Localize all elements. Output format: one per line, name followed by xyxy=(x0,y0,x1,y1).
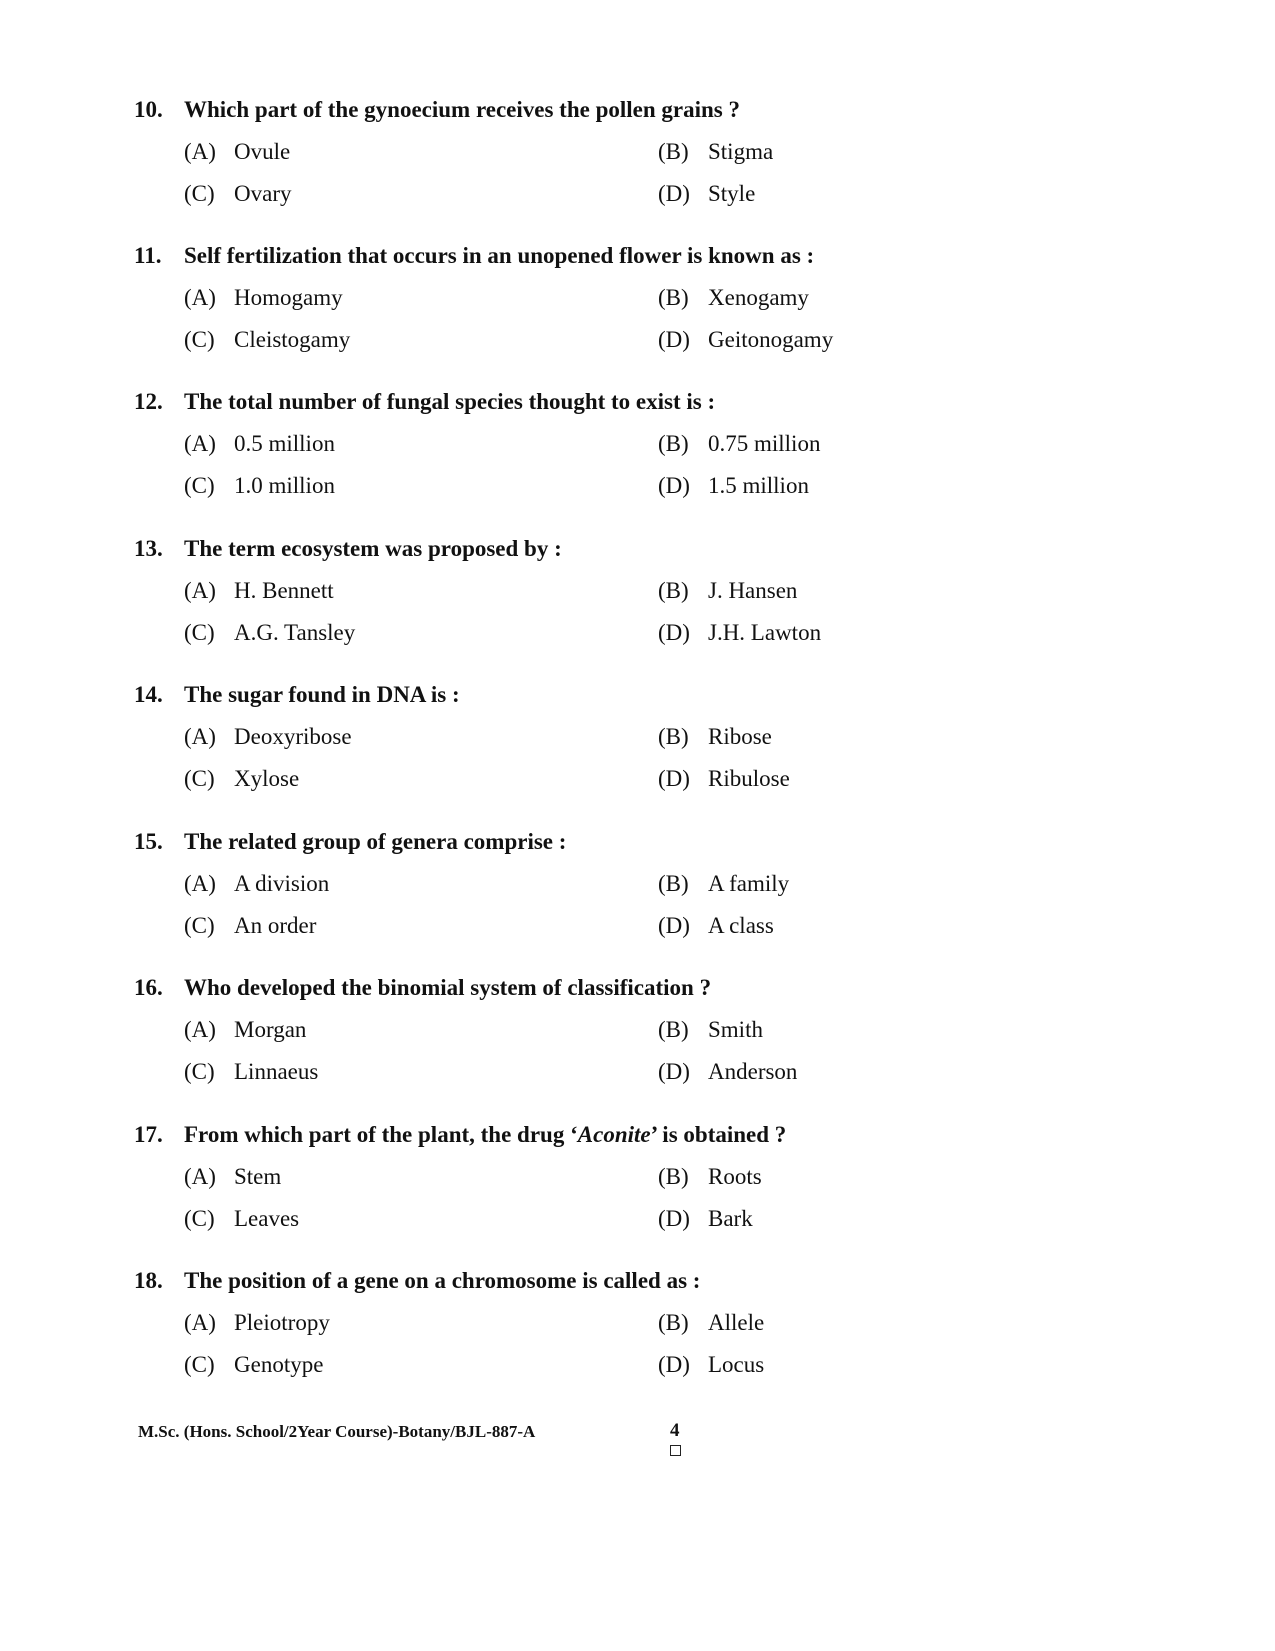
question-number: 11. xyxy=(134,243,162,268)
option-letter: (C) xyxy=(184,766,215,791)
option-c xyxy=(184,1206,299,1232)
option-text: Leaves xyxy=(234,1206,300,1231)
option-c xyxy=(184,1059,318,1085)
question-number: 14. xyxy=(134,682,163,707)
option-text: A.G. Tansley xyxy=(234,620,356,645)
question-text: The related group of genera comprise : xyxy=(184,829,567,854)
option-a xyxy=(184,1164,281,1190)
option-letter: (D) xyxy=(658,327,690,352)
option-text: Allele xyxy=(708,1310,765,1335)
option-text: Ribose xyxy=(708,724,772,749)
option-letter: (C) xyxy=(184,620,215,645)
question-text-start: From which part of the plant, the drug ‘ xyxy=(184,1122,578,1147)
option-text: A division xyxy=(234,871,330,896)
option-a xyxy=(184,871,329,897)
option-b xyxy=(658,1310,764,1336)
option-letter: (A) xyxy=(184,578,216,603)
option-d xyxy=(658,327,833,353)
question-stem xyxy=(134,975,711,1001)
question-stem xyxy=(134,682,460,708)
option-a xyxy=(184,1310,330,1336)
question-text: Self fertilization that occurs in an unopened flower is known as : xyxy=(184,243,815,268)
option-c xyxy=(184,327,350,353)
option-d xyxy=(658,1206,753,1232)
option-letter: (C) xyxy=(184,473,215,498)
option-text: 1.5 million xyxy=(708,473,809,498)
option-text: An order xyxy=(234,913,317,938)
option-text: J. Hansen xyxy=(708,578,798,603)
option-text: Ovule xyxy=(234,139,291,164)
option-text: H. Bennett xyxy=(234,578,334,603)
question-text: The position of a gene on a chromosome is called as : xyxy=(184,1268,701,1293)
option-c xyxy=(184,766,299,792)
option-text: Deoxyribose xyxy=(234,724,352,749)
option-a xyxy=(184,431,335,457)
option-b xyxy=(658,871,789,897)
option-d xyxy=(658,1059,797,1085)
option-text: Locus xyxy=(708,1352,765,1377)
option-letter: (B) xyxy=(658,1310,689,1335)
question-number: 17. xyxy=(134,1122,163,1147)
option-b xyxy=(658,285,809,311)
option-letter: (D) xyxy=(658,473,690,498)
option-c xyxy=(184,620,355,646)
option-letter: (C) xyxy=(184,1059,215,1084)
option-letter: (A) xyxy=(184,285,216,310)
option-letter: (A) xyxy=(184,1164,216,1189)
question-text-end: ’ is obtained ? xyxy=(650,1122,787,1147)
option-letter: (A) xyxy=(184,871,216,896)
option-letter: (A) xyxy=(184,139,216,164)
drug-name-italic: Aconite xyxy=(577,1122,651,1147)
question-number: 16. xyxy=(134,975,163,1000)
option-d xyxy=(658,766,790,792)
question-stem xyxy=(134,1268,700,1294)
option-letter: (D) xyxy=(658,913,690,938)
option-letter: (A) xyxy=(184,724,216,749)
option-text: 0.5 million xyxy=(234,431,335,456)
option-a xyxy=(184,285,343,311)
question-number: 15. xyxy=(134,829,163,854)
question-text: The sugar found in DNA is : xyxy=(184,682,460,707)
option-text: Ribulose xyxy=(708,766,790,791)
option-text: Homogamy xyxy=(234,285,343,310)
option-letter: (B) xyxy=(658,1017,689,1042)
option-letter: (C) xyxy=(184,1352,215,1377)
option-letter: (B) xyxy=(658,1164,689,1189)
option-letter: (B) xyxy=(658,578,689,603)
option-b xyxy=(658,1017,763,1043)
option-text: Geitonogamy xyxy=(708,327,834,352)
question-text: Who developed the binomial system of classification ? xyxy=(184,975,712,1000)
option-letter: (A) xyxy=(184,1017,216,1042)
option-text: J.H. Lawton xyxy=(708,620,822,645)
option-text: Cleistogamy xyxy=(234,327,351,352)
option-letter: (D) xyxy=(658,1352,690,1377)
option-b xyxy=(658,724,772,750)
option-letter: (C) xyxy=(184,327,215,352)
option-a xyxy=(184,139,290,165)
option-text: A family xyxy=(708,871,790,896)
question-stem xyxy=(134,536,562,562)
square-box-icon xyxy=(670,1445,681,1456)
option-text: Smith xyxy=(708,1017,763,1042)
option-text: Style xyxy=(708,181,756,206)
option-a xyxy=(184,724,352,750)
option-c xyxy=(184,1352,323,1378)
option-text: Bark xyxy=(708,1206,753,1231)
option-text: Pleiotropy xyxy=(234,1310,330,1335)
option-text: Xylose xyxy=(234,766,300,791)
option-d xyxy=(658,473,809,499)
option-letter: (B) xyxy=(658,431,689,456)
option-c xyxy=(184,181,291,207)
option-text: 0.75 million xyxy=(708,431,821,456)
option-letter: (B) xyxy=(658,285,689,310)
option-letter: (D) xyxy=(658,181,690,206)
question-number: 18. xyxy=(134,1268,163,1293)
question-number: 12. xyxy=(134,389,163,414)
question-stem xyxy=(134,389,715,415)
option-text: A class xyxy=(708,913,774,938)
option-text: Morgan xyxy=(234,1017,307,1042)
question-text: Which part of the gynoecium receives the pollen grains ? xyxy=(184,97,740,122)
option-letter: (C) xyxy=(184,913,215,938)
option-d xyxy=(658,1352,764,1378)
option-a xyxy=(184,1017,306,1043)
question-stem xyxy=(134,243,814,269)
option-letter: (D) xyxy=(658,1206,690,1231)
option-b xyxy=(658,578,797,604)
option-text: Genotype xyxy=(234,1352,324,1377)
option-text: Roots xyxy=(708,1164,762,1189)
option-letter: (C) xyxy=(184,181,215,206)
option-letter: (D) xyxy=(658,620,690,645)
question-number: 10. xyxy=(134,97,163,122)
option-d xyxy=(658,181,755,207)
question-text: The total number of fungal species thought to exist is : xyxy=(184,389,716,414)
option-letter: (D) xyxy=(658,1059,690,1084)
option-a xyxy=(184,578,334,604)
option-letter: (C) xyxy=(184,1206,215,1231)
question-text: The term ecosystem was proposed by : xyxy=(184,536,562,561)
option-letter: (B) xyxy=(658,724,689,749)
question-stem xyxy=(134,1122,786,1148)
option-d xyxy=(658,913,774,939)
question-number: 13. xyxy=(134,536,163,561)
option-text: Linnaeus xyxy=(234,1059,319,1084)
footer-course-code: M.Sc. (Hons. School/2Year Course)-Botany/BJL-887-A xyxy=(138,1422,536,1441)
option-text: Ovary xyxy=(234,181,292,206)
option-c xyxy=(184,473,335,499)
option-text: Xenogamy xyxy=(708,285,809,310)
option-b xyxy=(658,1164,762,1190)
option-letter: (B) xyxy=(658,139,689,164)
option-letter: (A) xyxy=(184,431,216,456)
option-text: Stem xyxy=(234,1164,282,1189)
option-letter: (B) xyxy=(658,871,689,896)
option-text: 1.0 million xyxy=(234,473,335,498)
option-b xyxy=(658,431,820,457)
page-number: 4 xyxy=(670,1420,680,1441)
question-stem xyxy=(134,829,566,855)
option-letter: (A) xyxy=(184,1310,216,1335)
option-d xyxy=(658,620,821,646)
option-c xyxy=(184,913,316,939)
question-stem xyxy=(134,97,740,123)
option-b xyxy=(658,139,773,165)
option-letter: (D) xyxy=(658,766,690,791)
option-text: Anderson xyxy=(708,1059,798,1084)
option-text: Stigma xyxy=(708,139,774,164)
